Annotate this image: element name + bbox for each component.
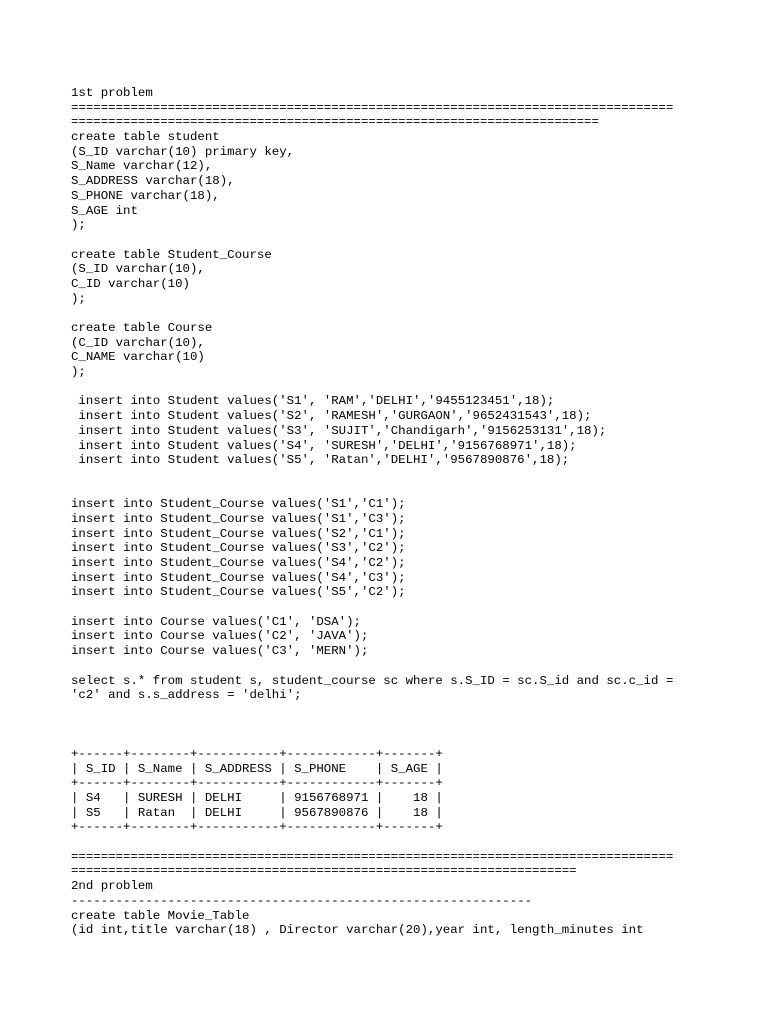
doc-line: select s.* from student s, student_course sc where s.S_ID = sc.S_id and sc.c_id = — [71, 673, 674, 688]
doc-line: insert into Course values('C2', 'JAVA'); — [71, 629, 369, 644]
doc-line: ======================================================================= — [71, 115, 599, 130]
doc-line: C_ID varchar(10) — [71, 276, 190, 291]
doc-line — [71, 306, 751, 321]
doc-line: insert into Student_Course values('S2','C1'); — [71, 526, 406, 541]
doc-line: insert into Student_Course values('S1','C1'); — [71, 497, 406, 512]
doc-line: insert into Student_Course values('S4','C3'); — [71, 570, 406, 585]
doc-line: insert into Student values('S4', 'SURESH','DELHI','9156768971',18); — [71, 438, 577, 453]
doc-line: S_ADDRESS varchar(18), — [71, 174, 235, 189]
doc-line: insert into Student values('S3', 'SUJIT','Chandigarh','9156253131',18); — [71, 423, 607, 438]
doc-line: | S_ID | S_Name | S_ADDRESS | S_PHONE | S_AGE | — [71, 761, 443, 776]
doc-line: | S4 | SURESH | DELHI | 9156768971 | 18 | — [71, 791, 443, 805]
doc-line — [71, 835, 751, 850]
doc-line: (id int,title varchar(18) , Director varchar(20),year int, length_minutes int — [71, 923, 644, 938]
doc-line: insert into Course values('C3', 'MERN'); — [71, 644, 369, 659]
doc-line: S_PHONE varchar(18), — [71, 188, 220, 203]
doc-line: ); — [71, 365, 86, 380]
doc-line: 1st problem — [71, 86, 153, 100]
doc-line — [71, 718, 751, 733]
doc-line — [71, 468, 751, 483]
doc-line: insert into Course values('C1', 'DSA'); — [71, 614, 361, 629]
doc-line: create table Course — [71, 321, 213, 335]
doc-line: +------+--------+-----------+------------+-------+ — [71, 746, 443, 761]
doc-line: S_Name varchar(12), — [71, 159, 213, 174]
doc-line: insert into Student_Course values('S4','C2'); — [71, 556, 406, 570]
doc-line: 2nd problem — [71, 879, 153, 894]
doc-line: +------+--------+-----------+------------+-------+ — [71, 776, 443, 791]
doc-line: ================================================================================= — [71, 849, 674, 864]
doc-line: 'c2' and s.s_address = 'delhi'; — [71, 688, 302, 703]
doc-line: insert into Student values('S2', 'RAMESH','GURGAON','9652431543',18); — [71, 409, 592, 424]
doc-line: (S_ID varchar(10), — [71, 262, 205, 277]
doc-line: insert into Student values('S1', 'RAM','DELHI','9455123451',18); — [71, 394, 555, 409]
doc-line: -------------------------------------------------------------- — [71, 893, 533, 908]
doc-line — [71, 600, 751, 615]
doc-line — [71, 380, 751, 395]
doc-line: create table Movie_Table — [71, 908, 250, 923]
doc-line — [71, 233, 751, 248]
doc-line: S_AGE int — [71, 203, 138, 218]
doc-line: +------+--------+-----------+------------+-------+ — [71, 820, 443, 835]
doc-line: insert into Student_Course values('S5','C2'); — [71, 585, 406, 600]
doc-line: ==================================================================== — [71, 864, 577, 879]
doc-line: (S_ID varchar(10) primary key, — [71, 144, 295, 159]
doc-line: create table Student_Course — [71, 247, 272, 262]
doc-line: ); — [71, 218, 86, 233]
doc-line — [71, 703, 751, 718]
doc-line — [71, 659, 751, 674]
doc-line: ================================================================================= — [71, 100, 674, 115]
doc-line: ); — [71, 291, 86, 306]
doc-line — [71, 732, 751, 747]
doc-line: insert into Student_Course values('S1','C3'); — [71, 511, 406, 526]
doc-line — [71, 483, 751, 498]
doc-line: create table student — [71, 130, 220, 145]
doc-line: (C_ID varchar(10), — [71, 335, 205, 350]
doc-line: C_NAME varchar(10) — [71, 350, 205, 365]
doc-line: insert into Student values('S5', 'Ratan','DELHI','9567890876',18); — [71, 453, 570, 468]
doc-line: | S5 | Ratan | DELHI | 9567890876 | 18 | — [71, 805, 443, 820]
document-page — [71, 86, 751, 938]
doc-line: insert into Student_Course values('S3','C2'); — [71, 541, 406, 556]
